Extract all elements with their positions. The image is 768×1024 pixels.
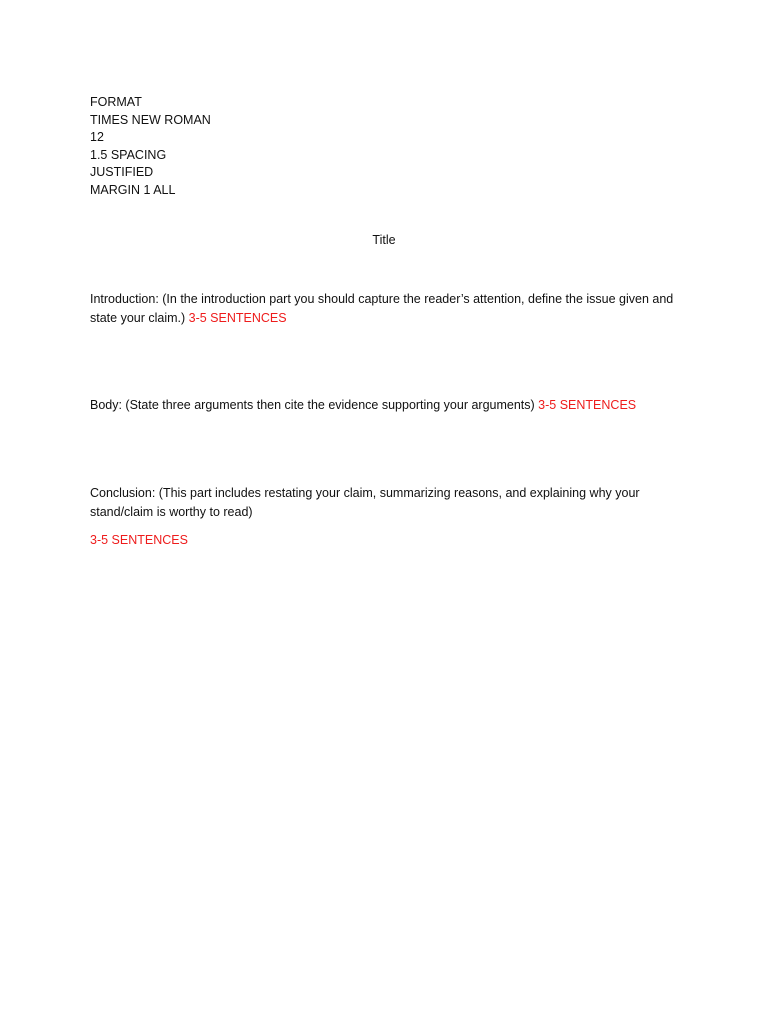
format-font: TIMES NEW ROMAN (90, 112, 211, 127)
format-instructions (90, 94, 211, 199)
format-size: 12 (90, 130, 104, 144)
conclusion-text: Conclusion: (This part includes restating your claim, summarizing reasons, and explaining why your stand/claim is worthy to read) (90, 486, 640, 519)
body-sentence-note: 3-5 SENTENCES (538, 398, 637, 412)
format-margin: MARGIN 1 ALL (90, 182, 176, 197)
introduction-text: Introduction: (In the introduction part you should capture the reader’s attention, define the issue given and state your claim.) (90, 292, 674, 325)
format-spacing: 1.5 SPACING (90, 147, 167, 162)
document-title: Title (372, 233, 396, 247)
format-alignment: JUSTIFIED (90, 165, 154, 179)
conclusion-sentence-note: 3-5 SENTENCES (90, 533, 188, 547)
introduction-sentence-note: 3-5 SENTENCES (188, 311, 287, 325)
body-paragraph (90, 396, 680, 415)
format-heading: FORMAT (90, 95, 142, 109)
introduction-paragraph (90, 290, 680, 328)
conclusion-paragraph (90, 484, 680, 522)
body-text: Body: (State three arguments then cite the evidence supporting your arguments) (90, 398, 539, 412)
